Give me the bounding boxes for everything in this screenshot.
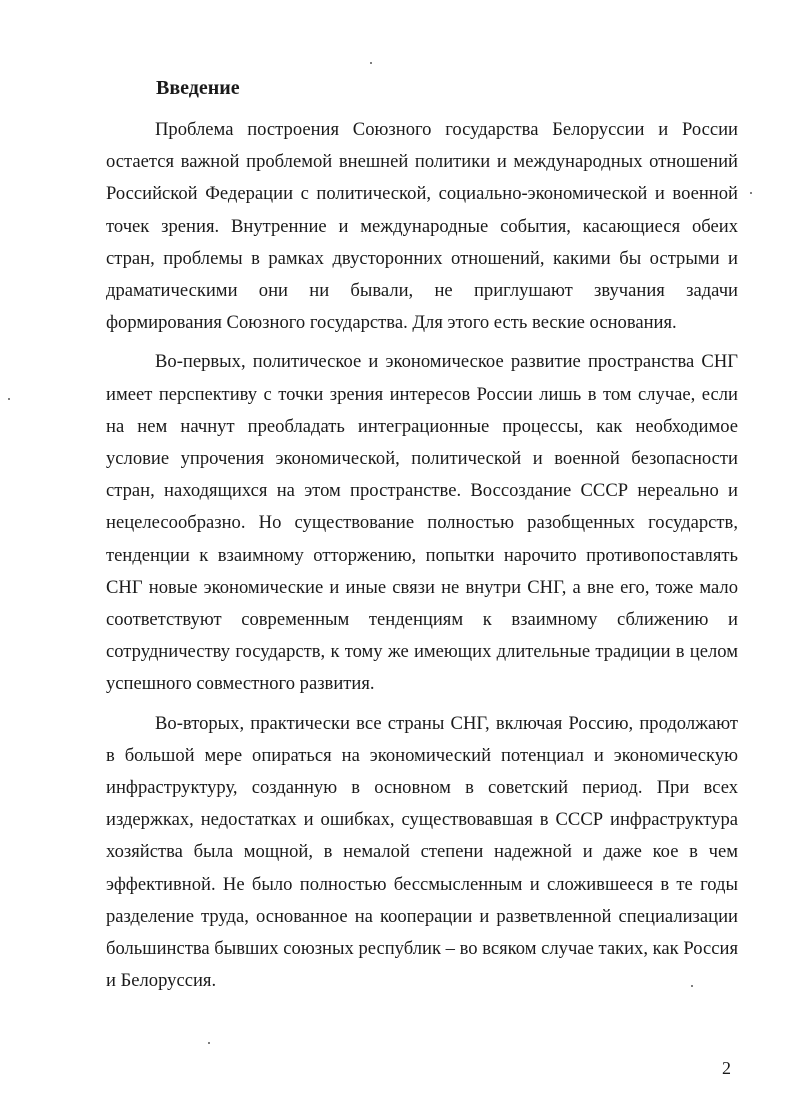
paragraph-1: Проблема построения Союзного государства Белоруссии и России остается важной проблемой внешней политики и международных отношений Российской Федерации с политической, социально-экономической и военной точек зрения. Внутренние и международные события, касающиеся обеих стран, проблемы в рамках двусторонних отношений, какими бы острыми и драматическими они ни бывали, не приглушают звучания задачи формирования Союзного государства. Для этого есть веские основания. [106,119,738,334]
scan-speck [750,192,752,194]
paragraph-3: Во-вторых, практически все страны СНГ, включая Россию, продолжают в большой мере опираться на экономический потенциал и экономическую инфраструктуру, созданную в основном в советский период. При всех издержках, недостатках и ошибках, существовавшая в СССР инфраструктура хозяйства была мощной, в немалой степени надежной и даже кое в чем эффективной. Не было полностью бессмысленным и сложившееся в те годы разделение труда, основанное на кооперации и разветвленной специализации большинства бывших союзных республик – во всяком случае таких, как Россия и Белоруссия. [106,712,738,992]
scan-speck [370,62,372,64]
body-text [106,114,738,997]
section-heading: Введение [156,77,240,99]
scan-speck [208,1042,210,1044]
page-number: 2 [722,1058,731,1078]
paragraph-2: Во-первых, политическое и экономическое развитие пространства СНГ имеет перспективу с точки зрения интересов России лишь в том случае, если на нем начнут преобладать интеграционные процессы, как необходимое условие упрочения экономической, политической и военной безопасности стран, находящихся на этом пространстве. Воссоздание СССР нереально и нецелесообразно. Но существование полностью разобщенных государств, тенденции к взаимному отторжению, попытки нарочито противопоставлять СНГ новые экономические и иные связи не внутри СНГ, а вне его, тоже мало соответствуют современным тенденциям к взаимному сближению и сотрудничеству государств, к тому же имеющих длительные традиции в целом успешного совместного развития. [106,351,738,695]
scan-speck [8,398,10,400]
